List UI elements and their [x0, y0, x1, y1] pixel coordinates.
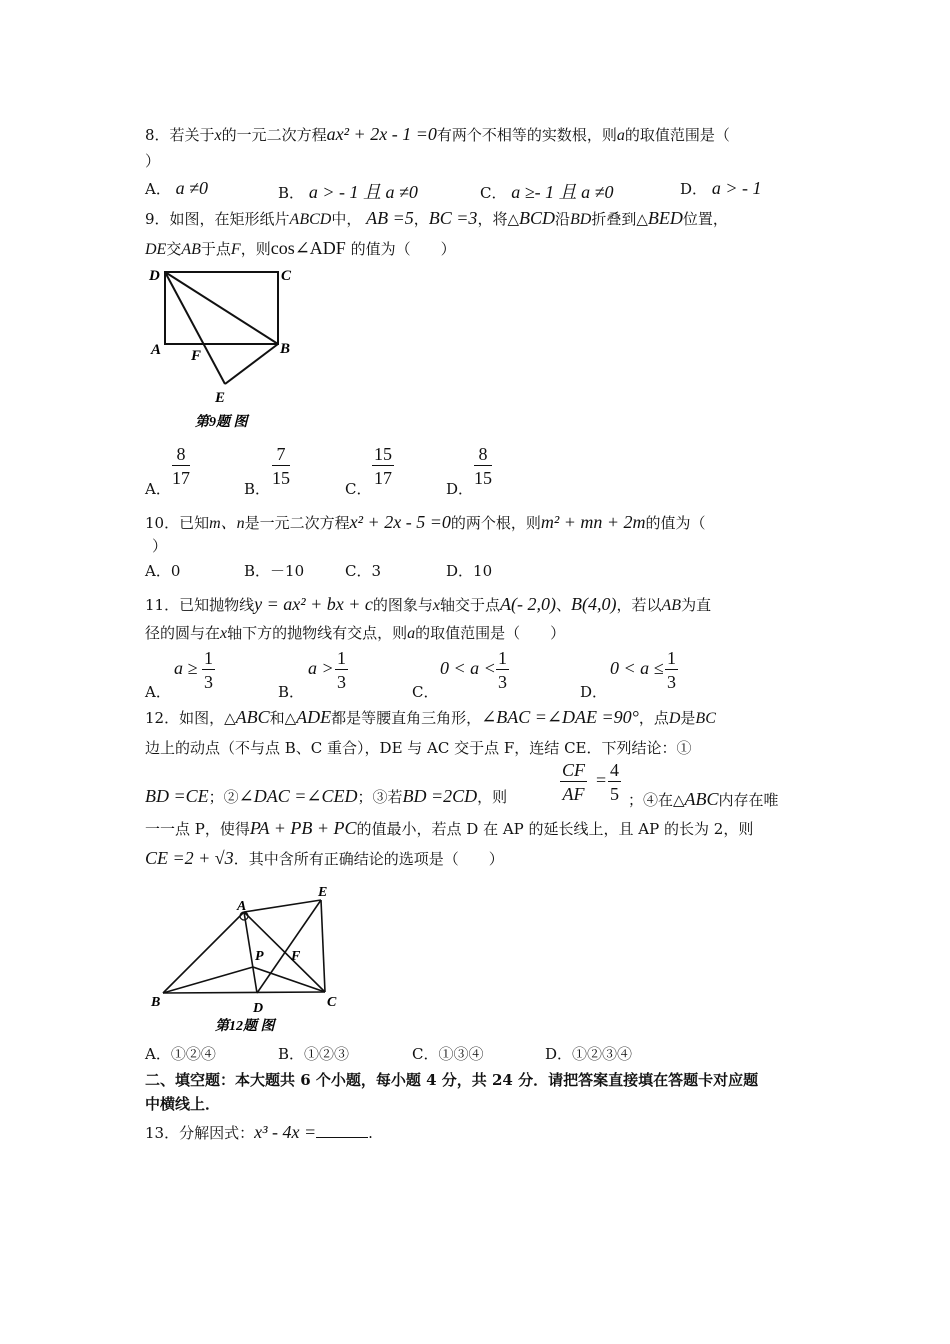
var: BED	[647, 208, 683, 228]
denominator: 15	[272, 468, 290, 488]
option-text: ①②③	[304, 1045, 350, 1063]
text: 的取值范围是（ ）	[415, 624, 566, 642]
option-text: 0	[170, 562, 181, 580]
var: F	[230, 241, 241, 258]
q11-option-b-label[interactable]: B．	[278, 683, 305, 701]
segment-de	[165, 272, 225, 384]
q9-option-c-label[interactable]: C．	[345, 480, 372, 498]
q9-option-d-fraction	[474, 443, 492, 490]
option-text: ①②④	[170, 1045, 216, 1063]
equation: CE =2 + √3	[145, 848, 234, 868]
text: 为直	[681, 596, 712, 614]
option-label: A．	[145, 180, 171, 198]
q9-option-a-fraction	[172, 443, 190, 490]
text: 轴交于点	[440, 596, 501, 614]
option-label: B．	[278, 1045, 305, 1063]
var: AB	[661, 597, 682, 614]
label-b: B	[151, 995, 161, 1010]
text: 的取值范围是（	[624, 126, 730, 144]
var: x	[432, 597, 441, 614]
option-label: B．	[278, 184, 305, 202]
q9-stem-line2	[145, 238, 456, 259]
option-text: －10	[270, 562, 305, 580]
q12-option-d[interactable]	[545, 1043, 632, 1064]
numerator: 1	[337, 648, 346, 668]
label-d: D	[253, 1001, 264, 1016]
q11-option-d-label[interactable]: D．	[580, 683, 608, 701]
q9-option-c-fraction	[372, 443, 394, 490]
denominator: AF	[562, 784, 585, 804]
denominator: 15	[474, 468, 492, 488]
q8-option-d[interactable]	[680, 178, 761, 199]
text: 沿	[554, 210, 570, 228]
numerator: 8	[474, 443, 492, 466]
text: 位置，	[682, 210, 728, 228]
option-text: a > - 1	[711, 178, 762, 198]
text: 8．若关于	[145, 126, 215, 144]
q11-option-a-pre: a ≥	[174, 658, 198, 678]
text: 于点	[200, 240, 231, 258]
text: 折叠到△	[591, 210, 648, 228]
text: ，则	[477, 788, 508, 806]
text: ，则	[240, 240, 271, 258]
equation: x² + 2x - 5 =0	[349, 512, 451, 532]
q9-option-b-label[interactable]: B．	[244, 480, 271, 498]
q10-option-c[interactable]	[345, 560, 381, 581]
equation: y = ax² + bx + c	[254, 594, 373, 614]
var: ABC	[235, 707, 270, 727]
segment-bc	[163, 992, 325, 993]
label-f: F	[191, 348, 202, 364]
text: ，将△	[477, 210, 519, 228]
q12-equals: =	[596, 770, 607, 790]
option-label: D．	[680, 180, 708, 198]
denominator: 17	[374, 468, 392, 488]
denominator: 17	[172, 468, 190, 488]
segment-ec	[321, 900, 325, 992]
text: 的两个根，则	[450, 514, 541, 532]
q11-option-c-label[interactable]: C．	[412, 683, 439, 701]
var: BCD	[518, 208, 555, 228]
numerator: 7	[272, 443, 290, 466]
q9-stem-line1: 9．如图，在矩形纸片ABCD中， AB =5，BC =3，将△BCD沿BD折叠到△BED位置，	[145, 208, 728, 228]
text: 都是等腰直角三角形，	[331, 709, 482, 727]
text: 10．已知	[145, 514, 210, 532]
var: DE	[145, 241, 167, 258]
var: m、n	[209, 515, 245, 532]
numerator: 1	[498, 648, 507, 668]
q12-figure	[143, 880, 358, 1036]
q8-option-b[interactable]	[278, 178, 418, 204]
option-text: 10	[473, 562, 493, 580]
q9-option-b-fraction	[272, 443, 290, 490]
label-e: E	[215, 390, 226, 406]
text: 11．已知抛物线	[145, 596, 255, 614]
var: AB	[181, 241, 201, 258]
section2-heading-line1: 二、填空题：本大题共 6 个小题，每小题 4 分，共 24 分．请把答案直接填在答题卡对应题	[145, 1071, 759, 1089]
text: .	[368, 1124, 373, 1142]
label-b: B	[280, 341, 291, 357]
point: B(4,0)	[571, 594, 617, 614]
text: 的一元二次方程	[221, 126, 327, 144]
var: ADE	[296, 707, 332, 727]
option-text: a > - 1 且 a ≠0	[308, 182, 418, 202]
q10-option-d[interactable]	[446, 560, 492, 581]
option-label: D．	[545, 1045, 573, 1063]
text: 轴下方的抛物线有交点，则	[227, 624, 408, 642]
q8-option-a[interactable]	[145, 178, 208, 199]
text: 是	[680, 709, 696, 727]
numerator: 4	[610, 760, 619, 780]
label-c: C	[281, 268, 292, 284]
text: 的值为（	[645, 514, 706, 532]
q11-option-d-pre: 0 < a ≤	[610, 658, 664, 678]
q11-stem-line2	[145, 622, 565, 643]
q10-stem-line1	[145, 510, 706, 533]
q8-stem-line1	[145, 124, 730, 145]
option-label: C．	[345, 562, 372, 580]
text: 、	[556, 596, 572, 614]
q12-stem-line3-end	[628, 789, 779, 810]
expression: m² + mn + 2m	[540, 512, 646, 532]
diagonal-bd	[165, 272, 278, 344]
expression: PA + PB + PC	[249, 818, 357, 838]
var: a	[616, 127, 625, 144]
text: ，若以	[616, 596, 662, 614]
denominator: 3	[498, 672, 507, 692]
q10-stem-line2: ）	[152, 537, 168, 555]
segment-pc	[253, 967, 325, 992]
text: ；②	[208, 788, 239, 806]
option-label: A．	[145, 1045, 171, 1063]
equation: AB =5	[366, 208, 414, 228]
equation: BD =CE	[145, 786, 209, 806]
text: 12．如图，△	[145, 709, 236, 727]
option-label: C．	[480, 184, 507, 202]
text: 内存在唯	[718, 791, 779, 809]
q12-fraction-4-5	[608, 759, 621, 806]
q11-option-a-label[interactable]: A．	[145, 683, 171, 701]
text: ；④在△	[628, 791, 685, 809]
option-label: C．	[412, 1045, 439, 1063]
var: a	[407, 625, 416, 642]
label-d: D	[149, 268, 160, 284]
label-e: E	[318, 885, 328, 900]
text: ，点	[638, 709, 669, 727]
label-c: C	[327, 995, 337, 1010]
denominator: 5	[610, 784, 619, 804]
numerator: 1	[667, 648, 676, 668]
q11-option-b-fraction	[335, 647, 348, 694]
var: ABCD	[289, 211, 332, 228]
numerator: 1	[204, 648, 213, 668]
option-label: B．	[244, 562, 271, 580]
var: D	[668, 710, 681, 727]
q11-stem-line1	[145, 594, 711, 615]
q12-stem-line2: 边上的动点（不与点 B、C 重合），DE 与 AC 交于点 F，连结 CE．下列结论：①	[145, 739, 692, 757]
q11-option-c-pre: 0 < a <	[440, 658, 496, 678]
equation: BC =3	[428, 208, 478, 228]
q11-option-a-fraction	[202, 647, 215, 694]
option-label: D．	[446, 562, 474, 580]
q9-figure	[143, 262, 303, 437]
var: BD	[570, 211, 592, 228]
text: 交	[166, 240, 182, 258]
text: ．其中含所有正确结论的选项是（ ）	[233, 850, 504, 868]
q12-stem-line5	[145, 848, 504, 869]
segment-be	[225, 344, 278, 384]
q8-stem-line2: ）	[145, 152, 161, 170]
figure-caption: 第12题 图	[215, 1019, 275, 1034]
q11-option-d-fraction	[665, 647, 678, 694]
q12-option-a[interactable]	[145, 1043, 216, 1064]
var: x	[220, 625, 228, 642]
equation: cos∠ADF	[270, 238, 346, 258]
equation: BD =2CD	[402, 786, 478, 806]
option-text: a ≠0	[175, 178, 209, 198]
numerator: 8	[172, 443, 190, 466]
option-text: a ≥- 1 且 a ≠0	[511, 182, 614, 202]
q13-stem	[145, 1122, 373, 1143]
q12-stem-line3	[145, 786, 507, 807]
q10-option-b[interactable]	[244, 560, 304, 581]
q11-option-c-fraction	[496, 647, 509, 694]
option-text: ①③④	[438, 1045, 484, 1063]
option-text: 3	[371, 562, 382, 580]
q9-option-a-label[interactable]: A．	[145, 480, 171, 498]
option-label: A．	[145, 562, 171, 580]
text: 的值最小，若点 D 在 AP 的延长线上，且 AP 的长为 2，则	[356, 820, 754, 838]
text: 径的圆与在	[145, 624, 221, 642]
text: 一一点 P，使得	[145, 820, 250, 838]
text: 13．分解因式：	[145, 1124, 255, 1142]
text: 9．如图，在矩形纸片	[145, 210, 290, 228]
q9-option-d-label[interactable]: D．	[446, 480, 474, 498]
expression: x³ - 4x =	[254, 1122, 317, 1142]
text: ；③若	[357, 788, 403, 806]
var: ABC	[684, 789, 719, 809]
answer-blank[interactable]	[316, 1137, 368, 1138]
figure-caption: 第9题 图	[195, 415, 248, 430]
denominator: 3	[204, 672, 213, 692]
segment-ae	[244, 900, 321, 912]
label-a: A	[237, 899, 247, 914]
denominator: 3	[667, 672, 676, 692]
text: 的图象与	[372, 596, 433, 614]
var: BC	[695, 710, 716, 727]
label-a: A	[151, 342, 162, 358]
q11-option-b-pre: a >	[308, 658, 334, 678]
text: 有两个不相等的实数根，则	[436, 126, 617, 144]
text: 中，	[331, 210, 362, 228]
option-text: ①②③④	[572, 1045, 633, 1063]
q8-option-c[interactable]	[480, 178, 614, 204]
equation: ∠BAC =∠DAE =90°	[481, 707, 639, 727]
numerator: CF	[562, 760, 586, 780]
numerator: 15	[374, 444, 392, 464]
denominator: 3	[337, 672, 346, 692]
q12-option-c[interactable]	[412, 1043, 484, 1064]
equation: ax² + 2x - 1 =0	[326, 124, 437, 144]
equation: ∠DAC =∠CED	[238, 786, 358, 806]
q12-stem-line1	[145, 707, 716, 728]
label-p: P	[255, 949, 264, 964]
q12-stem-line4	[145, 818, 753, 839]
q12-fraction-cf-af	[560, 759, 587, 806]
var: x	[214, 127, 222, 144]
text: 的值为（ ）	[350, 240, 456, 258]
q12-option-b[interactable]	[278, 1043, 349, 1064]
q10-option-a[interactable]	[145, 560, 180, 581]
section2-heading-line2: 中横线上．	[145, 1095, 221, 1113]
text: 和△	[269, 709, 297, 727]
point: A(- 2,0)	[500, 594, 557, 614]
label-f: F	[291, 949, 301, 964]
text: 是一元二次方程	[244, 514, 350, 532]
